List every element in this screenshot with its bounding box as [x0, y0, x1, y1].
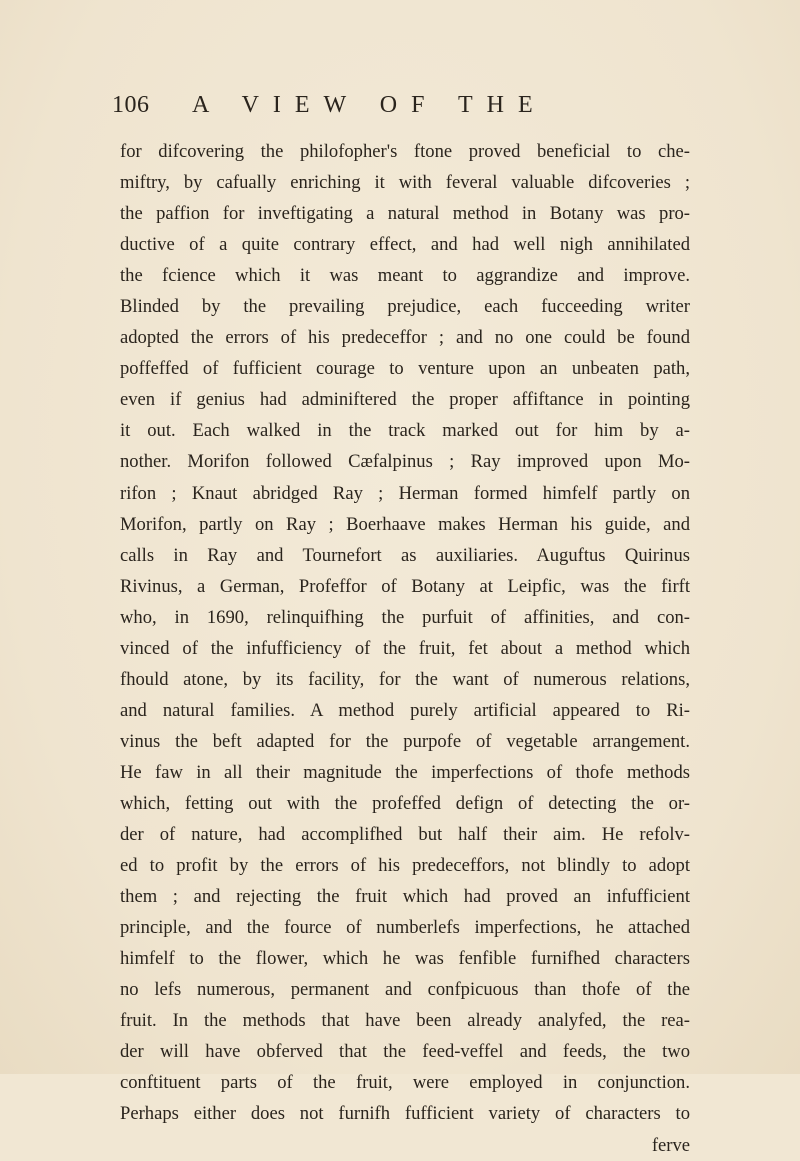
text-line: the paffion for inveftigating a natural method in Botany was pro- [120, 203, 690, 225]
text-line: principle, and the fource of numberlefs imperfections, he attached [120, 917, 690, 939]
text-line: even if genius had adminiftered the proper affiftance in pointing [120, 389, 690, 411]
text-line: who, in 1690, relinquifhing the purfuit of affinities, and con- [120, 606, 690, 628]
text-line: Rivinus, a German, Profeffor of Botany at Leipfic, was the firft [120, 575, 690, 597]
text-line: the fcience which it was meant to aggrandize and improve. [120, 265, 690, 287]
page-header [112, 92, 652, 132]
text-line: Morifon, partly on Ray ; Boerhaave makes Herman his guide, and [120, 513, 690, 535]
text-line: it out. Each walked in the track marked out for him by a- [120, 420, 690, 442]
text-line: He faw in all their magnitude the imperfections of thofe methods [120, 761, 690, 783]
text-line: vinus the beft adapted for the purpofe of vegetable arrangement. [120, 730, 690, 752]
text-line: himfelf to the flower, which he was fenfible furnifhed characters [120, 948, 690, 970]
text-line: der of nature, had accomplifhed but half their aim. He refolv- [120, 824, 690, 846]
running-head: A VIEW OF THE [192, 92, 547, 118]
text-line: rifon ; Knaut abridged Ray ; Herman formed himfelf partly on [120, 482, 690, 504]
text-line: Perhaps either does not furnifh fufficient variety of characters to [120, 1103, 690, 1125]
text-line: which, fetting out with the profeffed defign of detecting the or- [120, 792, 690, 814]
text-line: ductive of a quite contrary effect, and had well nigh annihilated [120, 234, 690, 256]
body-text [120, 136, 690, 1161]
text-line: miftry, by cafually enriching it with feveral valuable difcoveries ; [120, 172, 690, 194]
text-line: ed to profit by the errors of his predeceffors, not blindly to adopt [120, 855, 690, 877]
text-line: vinced of the infufficiency of the fruit, fet about a method which [120, 637, 690, 659]
text-line: for difcovering the philofopher's ftone proved beneficial to che- [120, 141, 690, 162]
text-line: poffeffed of fufficient courage to venture upon an unbeaten path, [120, 358, 690, 380]
text-line: nother. Morifon followed Cæfalpinus ; Ray improved upon Mo- [120, 451, 690, 473]
text-line: adopted the errors of his predeceffor ; and no one could be found [120, 327, 690, 349]
text-line: them ; and rejecting the fruit which had proved an infufficient [120, 886, 690, 908]
text-line: calls in Ray and Tournefort as auxiliaries. Auguftus Quirinus [120, 544, 690, 566]
page-number: 106 [112, 92, 150, 118]
text-line: conftituent parts of the fruit, were employed in conjunction. [120, 1072, 690, 1094]
text-line: and natural families. A method purely artificial appeared to Ri- [120, 699, 690, 721]
text-line: der will have obferved that the feed-veffel and feeds, the two [120, 1041, 690, 1063]
text-line: no lefs numerous, permanent and confpicuous than thofe of the [120, 979, 690, 1001]
catchword: ferve [651, 1134, 690, 1156]
text-line: fruit. In the methods that have been already analyfed, the rea- [120, 1010, 690, 1032]
text-line: fhould atone, by its facility, for the want of numerous relations, [120, 668, 690, 690]
text-line: Blinded by the prevailing prejudice, each fucceeding writer [120, 296, 690, 318]
